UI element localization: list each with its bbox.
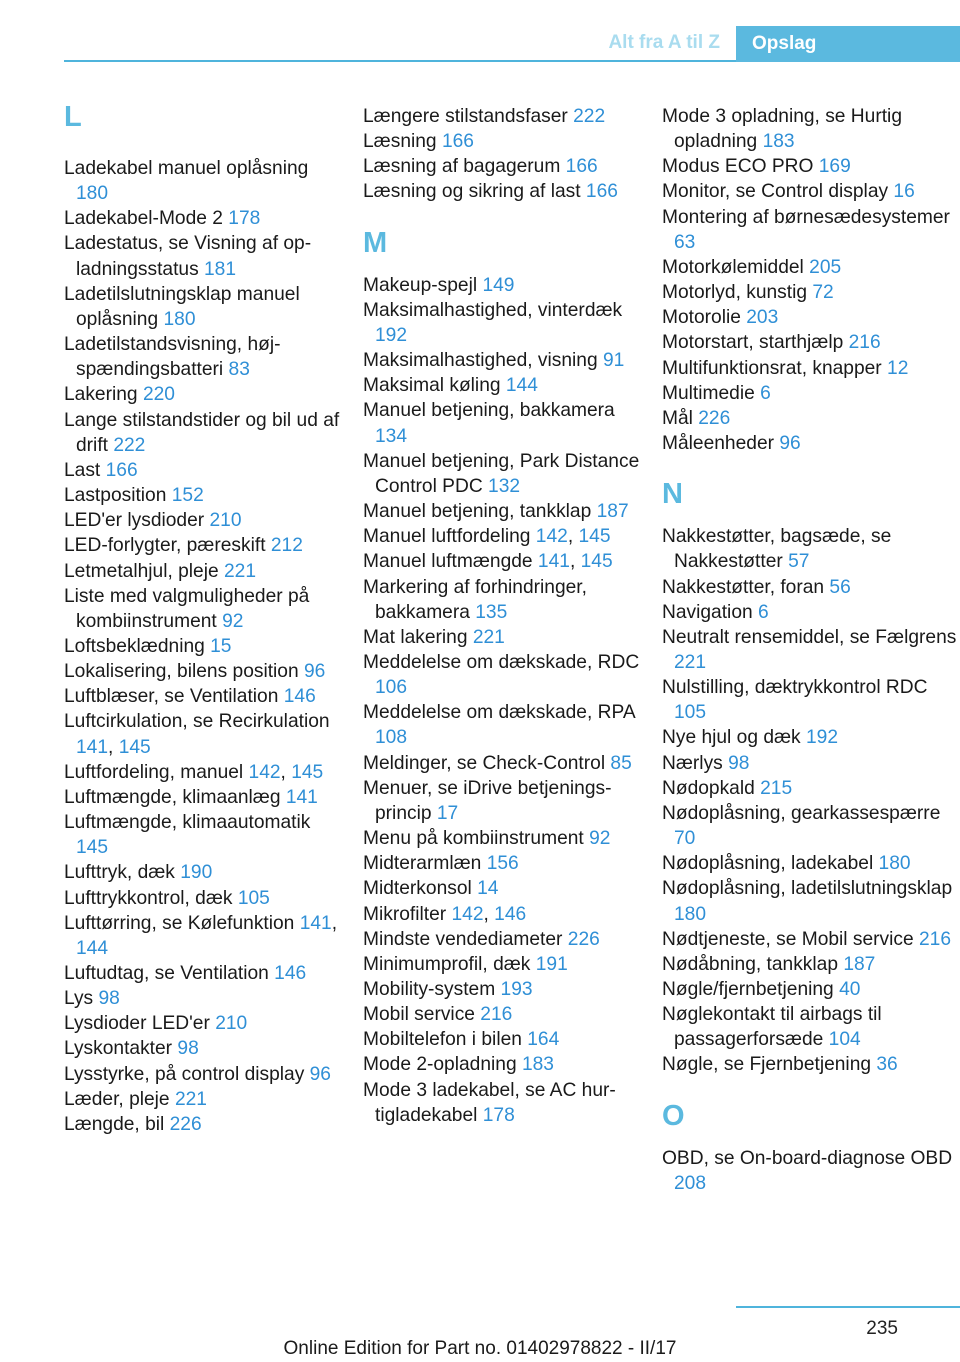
index-entry [662, 1146, 958, 1196]
index-entry-term: LED-forlygter, pæreskift [64, 535, 271, 557]
index-entry [363, 826, 648, 851]
index-entry [64, 1036, 344, 1061]
index-entry-term: Lufttørring, se Kølefunktion [64, 912, 300, 934]
index-entry-term: Midterkonsol [363, 878, 478, 900]
index-entry [64, 659, 344, 684]
index-entry [64, 1062, 344, 1087]
index-entry-term: Montering af børnesædesystemer [662, 206, 950, 228]
page-reference-link[interactable]: 144 [76, 937, 109, 959]
index-entry [64, 408, 344, 458]
page-reference-link[interactable]: 134 [375, 425, 408, 447]
index-entry [363, 1002, 648, 1027]
index-entry [64, 458, 344, 483]
page-reference-link[interactable]: 181 [204, 258, 237, 280]
index-entry-term: Last [64, 459, 106, 481]
page-reference-link[interactable]: 146 [494, 903, 527, 925]
index-entry-term: Lange stilstandstider og bil ud af drift [64, 409, 340, 456]
page-reference-link[interactable]: 169 [818, 156, 851, 178]
index-entry [64, 886, 344, 911]
index-entry [64, 332, 344, 382]
index-entry [363, 373, 648, 398]
index-entry-term: Motorolie [662, 307, 747, 329]
index-entry-term: Midterarmlæn [363, 853, 487, 875]
page-reference-link[interactable]: 210 [209, 510, 242, 532]
page-reference-link[interactable]: 6 [760, 382, 771, 404]
page-reference-link[interactable]: 210 [215, 1013, 248, 1035]
index-entry-term: Længere stilstandsfaser [363, 106, 574, 127]
index-entry [662, 725, 958, 750]
index-entry-term: Menu på kombiinstrument [363, 828, 590, 850]
page-reference-link[interactable]: 104 [828, 1029, 861, 1051]
index-entry [64, 231, 344, 281]
index-entry-term: Monitor, se Control display [662, 181, 894, 203]
index-entry-term: Mode 3 opladning, se Hurtig opladning [662, 106, 902, 153]
index-entry-term: Nakkestøtter, bagsæde, se Nakkestøtter [662, 526, 892, 573]
index-entry [363, 129, 648, 154]
page-reference-link[interactable]: 183 [521, 1054, 554, 1076]
index-entry-term: Letmetalhjul, pleje [64, 560, 224, 582]
page-reference-link[interactable]: 145 [580, 551, 613, 573]
index-entry [64, 584, 344, 634]
index-entry [64, 961, 344, 986]
index-entry [64, 156, 344, 206]
index-entry [662, 876, 958, 926]
header-section-title: Alt fra A til Z [608, 32, 720, 53]
index-entry [64, 559, 344, 584]
index-entry: Mikrofilter 142, 146 [363, 903, 527, 925]
page-reference-link[interactable]: 221 [174, 1088, 207, 1110]
page-reference-link[interactable]: 187 [843, 953, 876, 975]
index-entry-term: Mindste vendediameter [363, 928, 568, 950]
index-entry-term: Maksimalhastighed, visning [363, 350, 603, 372]
index-entry [363, 876, 648, 901]
index-entry: Manuel luftfordeling 142, 145 [363, 526, 611, 548]
index-entry [363, 179, 648, 204]
footer-rule [736, 1306, 960, 1308]
index-entry [662, 381, 958, 406]
page-reference-link[interactable]: 205 [809, 256, 842, 278]
page-reference-link[interactable]: 96 [303, 661, 326, 683]
index-letter-heading: M [363, 226, 388, 259]
page-reference-link[interactable]: 226 [567, 928, 600, 950]
index-entry-term: Modus ECO PRO [662, 156, 819, 178]
index-entry-term: Maksimalhastighed, vinterdæk [363, 299, 623, 321]
page-reference-link[interactable]: 190 [180, 862, 213, 884]
index-entry-term: Længde, bil [64, 1113, 170, 1135]
page-reference-link[interactable]: 72 [812, 282, 834, 304]
page-reference-link[interactable]: 142 [535, 526, 568, 548]
page-reference-link[interactable]: 178 [228, 208, 261, 230]
index-entry-term: Maksimal køling [363, 375, 506, 397]
page-reference-link[interactable]: 12 [887, 357, 909, 379]
index-entry-term: Motorlyd, kunstig [662, 282, 813, 304]
index-entry-term: Navigation [662, 601, 758, 623]
index-entry [662, 776, 958, 801]
index-entry-term: OBD, se On-board-diagnose OBD [662, 1147, 953, 1169]
index-entry-term: Motorstart, starthjælp [662, 332, 849, 354]
index-entry [363, 499, 648, 524]
page-reference-link[interactable]: 192 [805, 727, 838, 749]
index-entry-term: Lokalisering, bilens position [64, 661, 304, 683]
index-entry [662, 104, 958, 154]
index-entry [662, 675, 958, 725]
index-entry-term: Nødoplåsning, ladetilslutningsklap [662, 878, 953, 900]
index-entry-term: Luftudtag, se Ventilation [64, 963, 275, 984]
index-entry [363, 298, 648, 348]
page-reference-link[interactable]: 141 [76, 736, 109, 758]
index-entry-term: Neutralt rensemiddel, se Fælgrens [662, 626, 957, 648]
page-reference-link[interactable]: 180 [674, 903, 707, 925]
page-reference-link[interactable]: 193 [500, 979, 533, 1000]
index-entry-term: Læsning [363, 131, 442, 153]
page-reference-link[interactable]: 141 [285, 786, 318, 808]
index-entry-term: Makeup-spejl [363, 274, 483, 296]
index-entry-term: Læsning og sikring af last [363, 181, 586, 203]
page-reference-link[interactable]: 108 [375, 727, 408, 749]
index-entry-term: Markering af forhindringer, bakkamera [363, 576, 587, 623]
index-entry [363, 1027, 648, 1052]
index-entry [363, 154, 648, 179]
page-reference-link[interactable]: 141 [537, 551, 570, 573]
index-entry-term: Nødåbning, tankklap [662, 953, 844, 975]
index-entry-term: Luftmængde, klimaautomatik [64, 812, 311, 834]
index-entry-term: Manuel luftfordeling [363, 526, 536, 548]
index-entry [662, 154, 958, 179]
page-reference-link[interactable]: 96 [309, 1063, 331, 1085]
index-entry-term: LED'er lysdioder [64, 510, 210, 532]
index-entry [64, 1112, 344, 1137]
index-entry [662, 575, 958, 600]
page-reference-link[interactable]: 221 [674, 651, 707, 673]
index-entry [363, 575, 648, 625]
page-reference-link[interactable]: 212 [270, 535, 303, 557]
index-entry [363, 1052, 648, 1077]
index-column-2 [363, 104, 648, 1128]
index-entry-term: Nye hjul og dæk [662, 727, 806, 749]
index-entry-term: Lysdioder LED'er [64, 1013, 216, 1035]
index-entry [64, 634, 344, 659]
index-entry [64, 1011, 344, 1036]
page-reference-link[interactable]: 40 [839, 979, 861, 1000]
index-entry-term: Luftmængde, klimaanlæg [64, 786, 286, 808]
page-reference-link[interactable]: 183 [762, 131, 795, 153]
page-reference-link[interactable]: 16 [893, 181, 915, 203]
index-entry-term: Ladekabel-Mode 2 [64, 208, 229, 230]
page-reference-link[interactable]: 14 [477, 878, 499, 900]
page-reference-link[interactable]: 57 [788, 551, 810, 573]
index-entry: Luftfordeling, manuel 142, 145 [64, 761, 324, 783]
index-entry [64, 986, 344, 1011]
index-entry-term: Lastposition [64, 485, 172, 507]
index-entry-term: Meddelelse om dækskade, RPA [363, 702, 635, 724]
index-entry-term: Manuel betjening, Park Distance Control PDC [363, 450, 640, 497]
page-reference-link[interactable]: 145 [578, 526, 611, 548]
index-entry-term: Mobiltelefon i bilen [363, 1029, 528, 1051]
index-entry [363, 449, 648, 499]
index-entry [64, 282, 344, 332]
index-entry-term: Mode 3 ladekabel, se AC hurtigladekabel [363, 1079, 616, 1126]
index-column-1 [64, 101, 344, 1137]
index-entry [363, 348, 648, 373]
page-reference-link[interactable]: 36 [876, 1054, 898, 1076]
page-reference-link[interactable]: 6 [758, 601, 769, 623]
index-entry [662, 280, 958, 305]
index-entry-term: Nærlys [662, 752, 729, 774]
index-entry-term: Lys [64, 988, 99, 1010]
page-reference-link[interactable]: 215 [760, 777, 793, 799]
page-reference-link[interactable]: 192 [375, 324, 408, 346]
index-entry [363, 776, 648, 826]
index-entry [662, 952, 958, 977]
index-entry [64, 483, 344, 508]
index-entry: Manuel luftmængde 141, 145 [363, 551, 613, 573]
index-entry-term: Mode 2-opladning [363, 1054, 522, 1076]
page-reference-link[interactable]: 146 [274, 963, 307, 984]
page-reference-link[interactable]: 142 [248, 761, 281, 783]
index-entry [662, 977, 958, 1002]
page-reference-link[interactable]: 166 [105, 459, 138, 481]
index-entry-term: Nøgle, se Fjernbetjening [662, 1054, 877, 1076]
index-entry-term: Nødopkald [662, 777, 761, 799]
page-reference-link[interactable]: 166 [441, 131, 474, 153]
page-reference-link[interactable]: 216 [480, 1004, 513, 1026]
index-letter-heading: N [662, 478, 683, 511]
index-entry [662, 205, 958, 255]
index-entry [662, 431, 958, 456]
index-letter-heading: L [64, 101, 82, 133]
index-entry [64, 508, 344, 533]
index-entry [363, 851, 648, 876]
index-entry-term: Lufttrykkontrol, dæk [64, 887, 238, 909]
header-tab: Opslag [736, 26, 960, 62]
index-entry [662, 255, 958, 280]
page-reference-link[interactable]: 106 [375, 677, 408, 699]
page-reference-link[interactable]: 145 [76, 837, 109, 859]
page-reference-link[interactable]: 91 [602, 350, 625, 372]
page-reference-link[interactable]: 222 [573, 106, 606, 127]
index-entry-term: Liste med valgmuligheder på kombiinstrument [64, 585, 310, 632]
page-reference-link[interactable]: 105 [674, 702, 707, 724]
index-entry: Luftcirkulation, se Recirkulation 141, 145 [64, 711, 330, 758]
index-entry-term: Luftfordeling, manuel [64, 761, 249, 783]
page-reference-link[interactable]: 166 [565, 156, 598, 178]
page-reference-link[interactable]: 98 [728, 752, 750, 774]
index-entry-term: Mobil service [363, 1004, 481, 1026]
page-reference-link[interactable]: 15 [210, 635, 232, 657]
page-reference-link[interactable]: 135 [475, 601, 508, 623]
index-entry-term: Luftcirkulation, se Recirkulation [64, 711, 330, 733]
index-letter-heading: O [662, 1099, 685, 1132]
index-entry [662, 305, 958, 330]
index-entry [64, 382, 344, 407]
index-column-3 [662, 104, 958, 1196]
page-reference-link[interactable]: 98 [98, 988, 120, 1010]
index-entry [363, 625, 648, 650]
page-reference-link[interactable]: 141 [299, 912, 332, 934]
page-reference-link[interactable]: 180 [878, 853, 911, 875]
index-entry [363, 398, 648, 448]
index-entry-term: Manuel betjening, tankklap [363, 501, 597, 523]
index-entry-term: Ladestatus, se Visning af opladningsstatus [64, 233, 312, 280]
index-entry [363, 650, 648, 700]
index-entry-term: Ladetilslutningsklap manuel oplåsning [64, 283, 300, 330]
page-reference-link[interactable]: 17 [436, 802, 459, 824]
page-reference-link[interactable]: 226 [698, 407, 731, 429]
index-entry-term: Måleenheder [662, 433, 780, 455]
index-entry-term: Læder, pleje [64, 1088, 175, 1110]
page-reference-link[interactable]: 191 [535, 953, 568, 975]
index-entry [64, 785, 344, 810]
page-reference-link[interactable]: 222 [113, 434, 146, 456]
index-entry-term: Nulstilling, dæktrykkontrol RDC [662, 677, 928, 699]
index-entry-term: Nødoplåsning, ladekabel [662, 853, 879, 875]
page-reference-link[interactable]: 56 [829, 576, 851, 598]
page-reference-link[interactable]: 96 [779, 433, 801, 455]
index-entry [363, 273, 648, 298]
index-entry-term: Multifunktionsrat, knapper [662, 357, 888, 379]
page-reference-link[interactable]: 180 [163, 308, 196, 330]
index-entry [363, 751, 648, 776]
index-entry-term: Nødoplåsning, gearkassespærre [662, 802, 941, 824]
index-entry [662, 1002, 958, 1052]
page-reference-link[interactable]: 208 [674, 1172, 707, 1194]
index-entry-term: Nøgle/fjernbetjening [662, 979, 840, 1000]
index-entry [64, 533, 344, 558]
page-reference-link[interactable]: 145 [291, 761, 324, 783]
index-entry-term: Menuer, se iDrive betjeningsprincip [363, 777, 612, 824]
page-reference-link[interactable]: 63 [674, 231, 696, 253]
page-reference-link[interactable]: 132 [488, 475, 521, 497]
index-entry [363, 104, 648, 129]
index-entry [64, 206, 344, 231]
index-entry [662, 524, 958, 574]
index-entry-term: Lufttryk, dæk [64, 862, 181, 884]
index-entry-term: Minimumprofil, dæk [363, 953, 536, 975]
index-entry: Lufttørring, se Kølefunktion 141, 144 [64, 912, 338, 959]
index-entry-term: Nakkestøtter, foran [662, 576, 830, 598]
page-reference-link[interactable]: 221 [224, 560, 257, 582]
page-number: 235 [866, 1318, 898, 1339]
page-reference-link[interactable]: 220 [142, 384, 175, 406]
index-entry [363, 700, 648, 750]
index-entry [64, 860, 344, 885]
index-entry [662, 625, 958, 675]
page-reference-link[interactable]: 221 [472, 626, 505, 648]
index-entry-term: Manuel luftmængde [363, 551, 538, 573]
page-reference-link[interactable]: 216 [919, 928, 952, 950]
index-entry [662, 751, 958, 776]
page-reference-link[interactable]: 226 [169, 1113, 202, 1135]
index-entry-term: Lyskontakter [64, 1038, 178, 1060]
index-entry [363, 1078, 648, 1128]
index-entry-term: Mat lakering [363, 626, 473, 648]
index-entry [662, 356, 958, 381]
index-entry [363, 952, 648, 977]
index-entry [662, 851, 958, 876]
index-entry-term: Meldinger, se Check-Control [363, 752, 611, 774]
index-entry-term: Manuel betjening, bakkamera [363, 400, 615, 422]
index-entry-term: Mikrofilter [363, 903, 452, 925]
page-reference-link[interactable]: 92 [589, 828, 611, 850]
page-reference-link[interactable]: 152 [171, 485, 204, 507]
page-reference-link[interactable]: 149 [482, 274, 515, 296]
index-entry [662, 179, 958, 204]
page-reference-link[interactable]: 216 [848, 332, 881, 354]
page-reference-link[interactable]: 146 [283, 686, 316, 708]
index-entry [662, 330, 958, 355]
page-reference-link[interactable]: 85 [610, 752, 632, 774]
page-reference-link[interactable]: 180 [76, 183, 109, 205]
page-reference-link[interactable]: 105 [237, 887, 270, 909]
page-reference-link[interactable]: 92 [222, 610, 244, 632]
edition-footer: Online Edition for Part no. 01402978822 - II/17 [283, 1338, 677, 1359]
page-reference-link[interactable]: 70 [674, 828, 696, 850]
page-reference-link[interactable]: 178 [482, 1104, 515, 1126]
index-entry-term: Luftblæser, se Ventilation [64, 686, 284, 708]
page-reference-link[interactable]: 83 [228, 359, 250, 381]
index-entry [662, 1052, 958, 1077]
index-entry [662, 927, 958, 952]
page-reference-link[interactable]: 156 [486, 853, 519, 875]
page-reference-link[interactable]: 144 [505, 375, 538, 397]
page-reference-link[interactable]: 98 [177, 1038, 199, 1060]
index-entry-term: Nøglekontakt til airbags til passagerforsæde [662, 1004, 882, 1051]
index-entry-term: Loftsbeklædning [64, 635, 211, 657]
page-reference-link[interactable]: 203 [746, 307, 779, 329]
page-reference-link[interactable]: 164 [527, 1029, 560, 1051]
index-entry-term: Ladetilstandsvisning, højspændingsbatteri [64, 334, 281, 381]
index-entry-term: Ladekabel manuel oplåsning [64, 158, 309, 179]
page-reference-link[interactable]: 142 [451, 903, 484, 925]
index-entry-term: Mobility-system [363, 979, 501, 1000]
page-reference-link[interactable]: 187 [596, 501, 629, 523]
index-entry [662, 600, 958, 625]
index-entry-term: Meddelelse om dækskade, RDC [363, 651, 640, 673]
index-entry-term: Mål [662, 407, 699, 429]
index-entry [64, 684, 344, 709]
index-entry-term: Motorkølemiddel [662, 256, 810, 278]
index-entry-term: Nødtjeneste, se Mobil service [662, 928, 919, 950]
index-entry [64, 810, 344, 860]
page-reference-link[interactable]: 145 [118, 736, 151, 758]
page-reference-link[interactable]: 166 [585, 181, 618, 203]
index-entry [363, 927, 648, 952]
index-entry-term: Lysstyrke, på control display [64, 1063, 310, 1085]
index-entry-term: Multimedie [662, 382, 761, 404]
index-entry [662, 406, 958, 431]
index-entry [64, 1087, 344, 1112]
index-entry-term: Lakering [64, 384, 143, 406]
index-entry [363, 977, 648, 1002]
index-entry-term: Læsning af bagagerum [363, 156, 566, 178]
index-entry [662, 801, 958, 851]
